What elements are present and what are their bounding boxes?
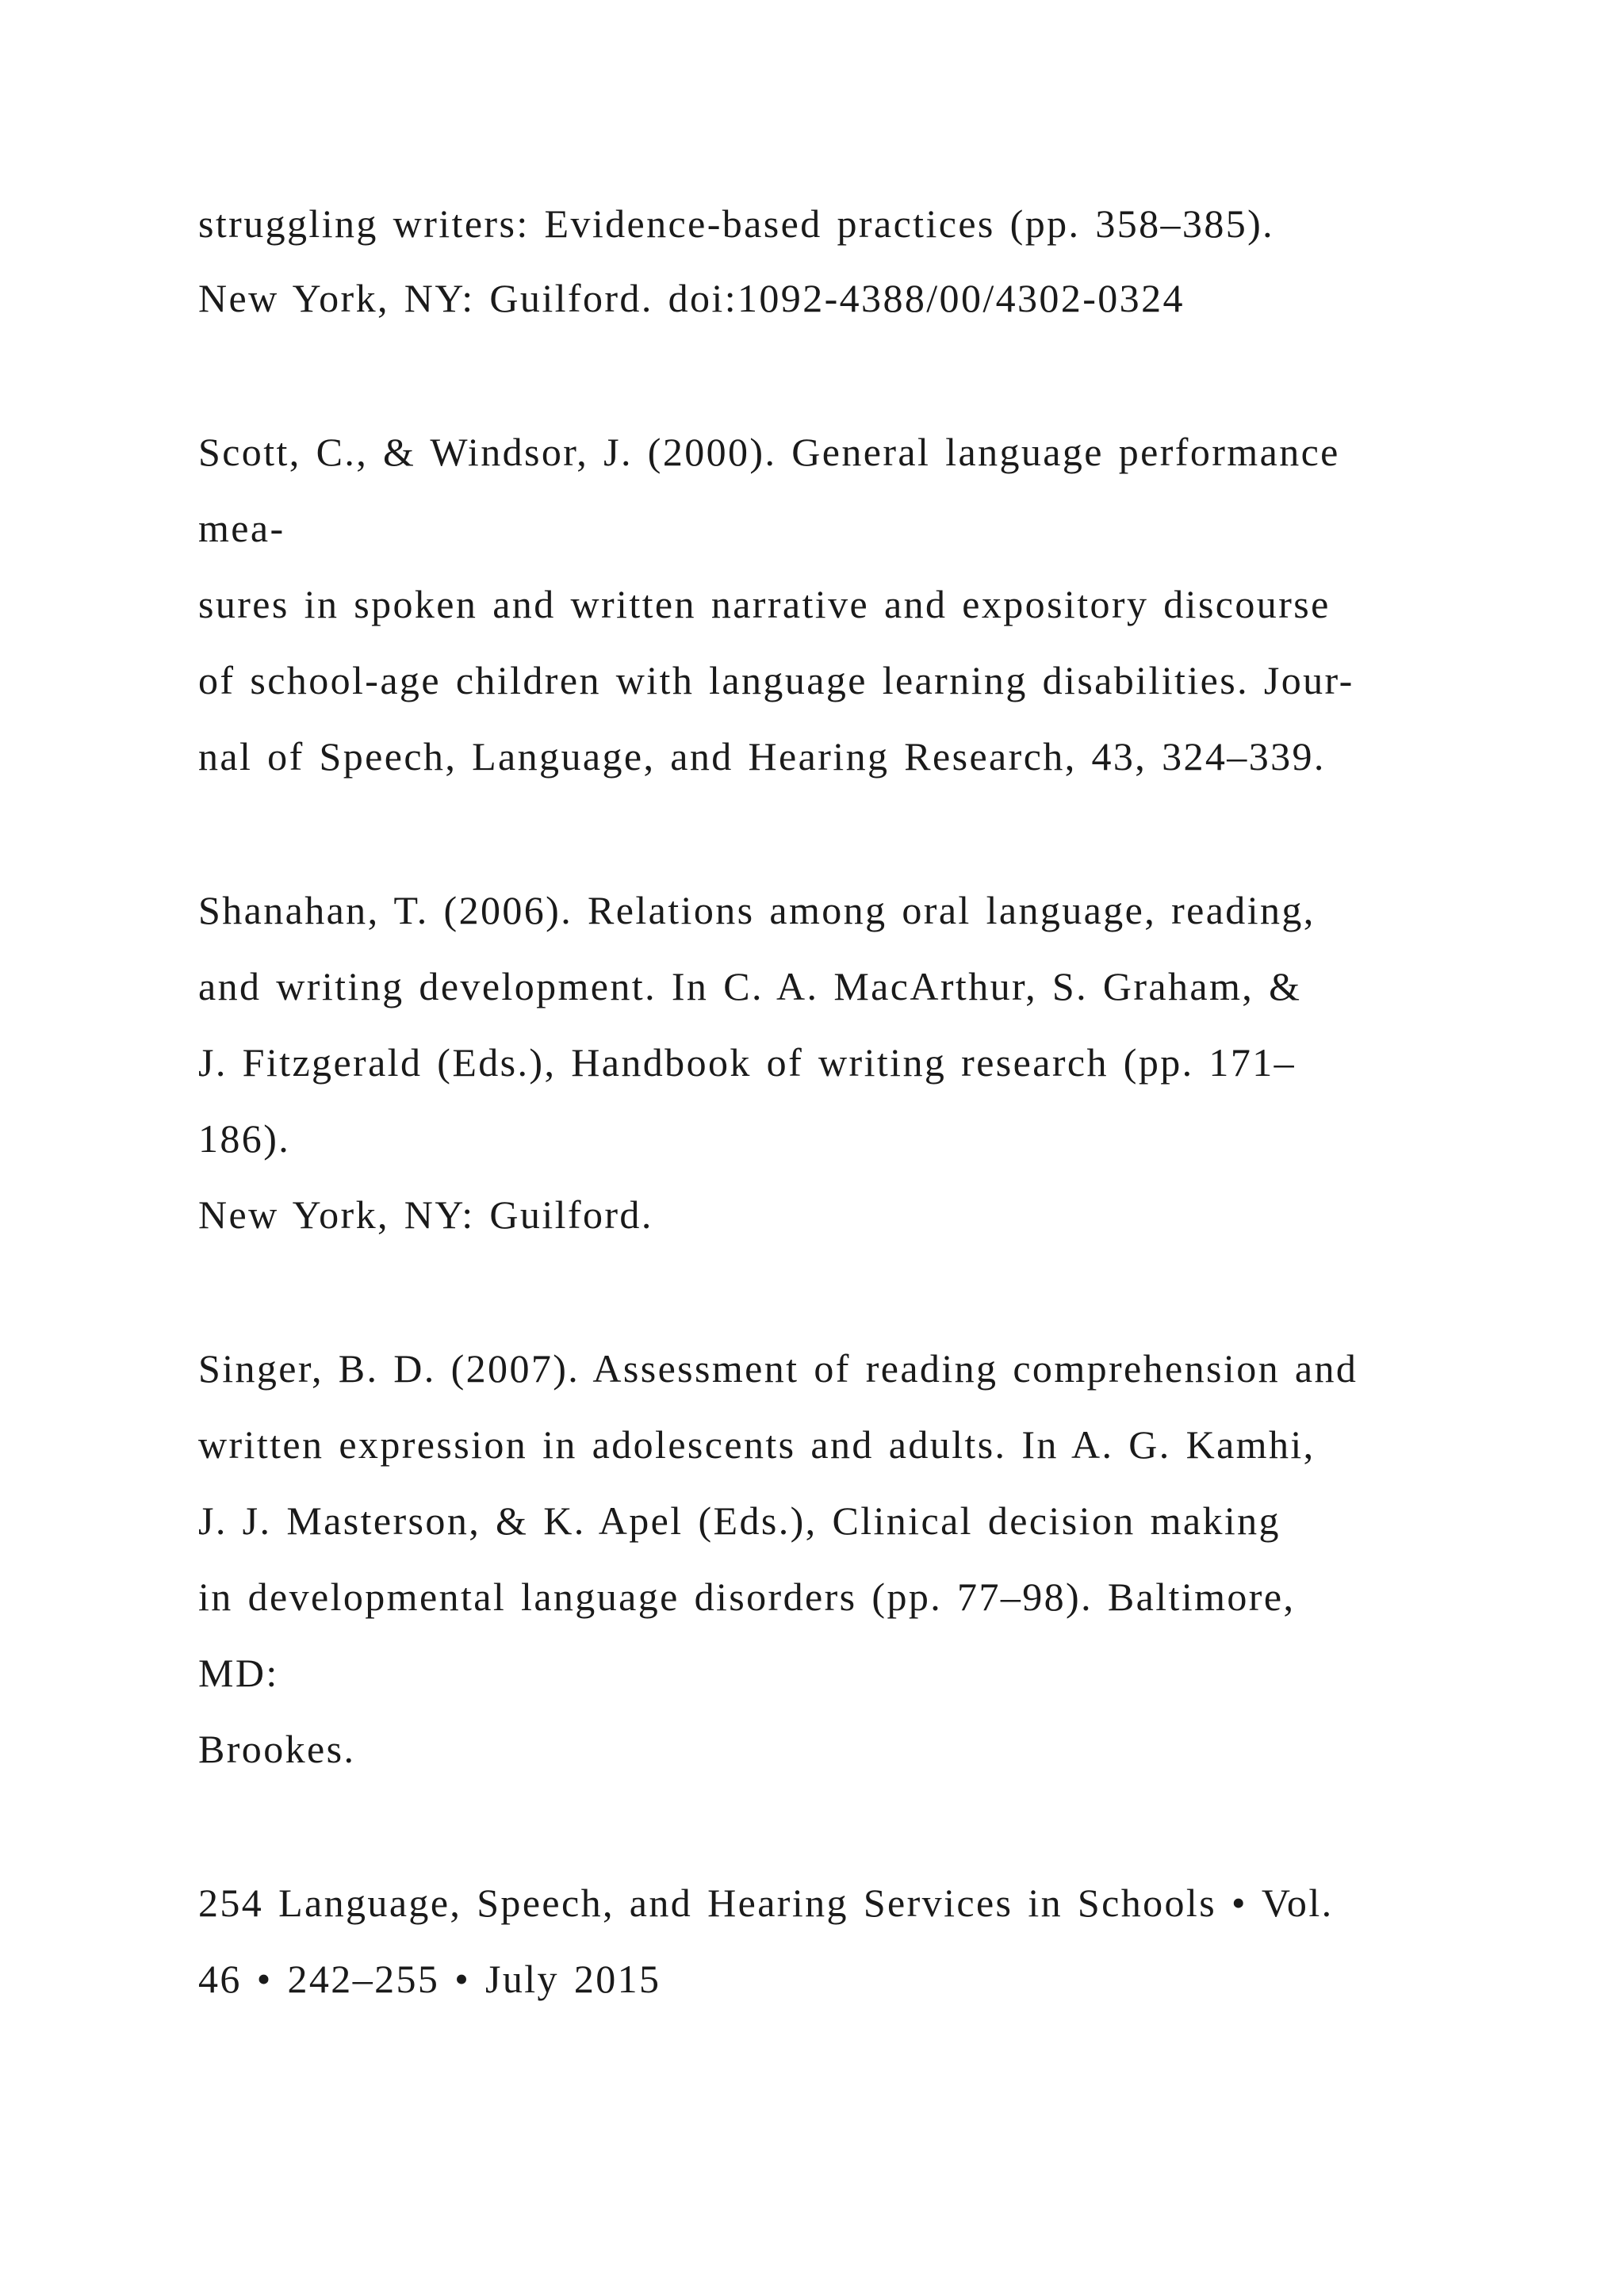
reference-1-line-1: struggling writers: Evidence-based practices (pp. 358–385). <box>198 201 1275 246</box>
reference-2-line-3: sures in spoken and written narrative and expository discourse <box>198 582 1331 626</box>
page-footer-line-2: 46 • 242–255 • July 2015 <box>198 1957 661 2001</box>
reference-4-line-4: in developmental language disorders (pp. 77–98). Baltimore, <box>198 1575 1296 1619</box>
reference-4-line-1: Singer, B. D. (2007). Assessment of reading comprehension and <box>198 1346 1358 1391</box>
reference-3-line-5: New York, NY: Guilford. <box>198 1192 653 1237</box>
reference-3-line-1: Shanahan, T. (2006). Relations among oral language, reading, <box>198 888 1316 932</box>
reference-4-line-6: Brookes. <box>198 1727 356 1771</box>
reference-4-line-3: J. J. Masterson, & K. Apel (Eds.), Clinical decision making <box>198 1498 1281 1543</box>
reference-4-line-5: MD: <box>198 1651 279 1695</box>
reference-2-line-2: mea- <box>198 506 285 550</box>
page-footer-line-1: 254 Language, Speech, and Hearing Services in Schools • Vol. <box>198 1881 1334 1925</box>
reference-2-line-5: nal of Speech, Language, and Hearing Research, 43, 324–339. <box>198 734 1326 779</box>
reference-3-line-4: 186). <box>198 1116 291 1161</box>
reference-3-line-2: and writing development. In C. A. MacArthur, S. Graham, & <box>198 964 1302 1008</box>
reference-4-line-2: written expression in adolescents and adults. In A. G. Kamhi, <box>198 1422 1316 1467</box>
reference-2-line-1: Scott, C., & Windsor, J. (2000). General language performance <box>198 430 1340 474</box>
reference-2-line-4: of school-age children with language learning disabilities. Jour- <box>198 658 1354 702</box>
reference-3-line-3: J. Fitzgerald (Eds.), Handbook of writing research (pp. 171– <box>198 1040 1297 1085</box>
reference-1-line-2: New York, NY: Guilford. doi:1092-4388/00/4302-0324 <box>198 276 1185 320</box>
